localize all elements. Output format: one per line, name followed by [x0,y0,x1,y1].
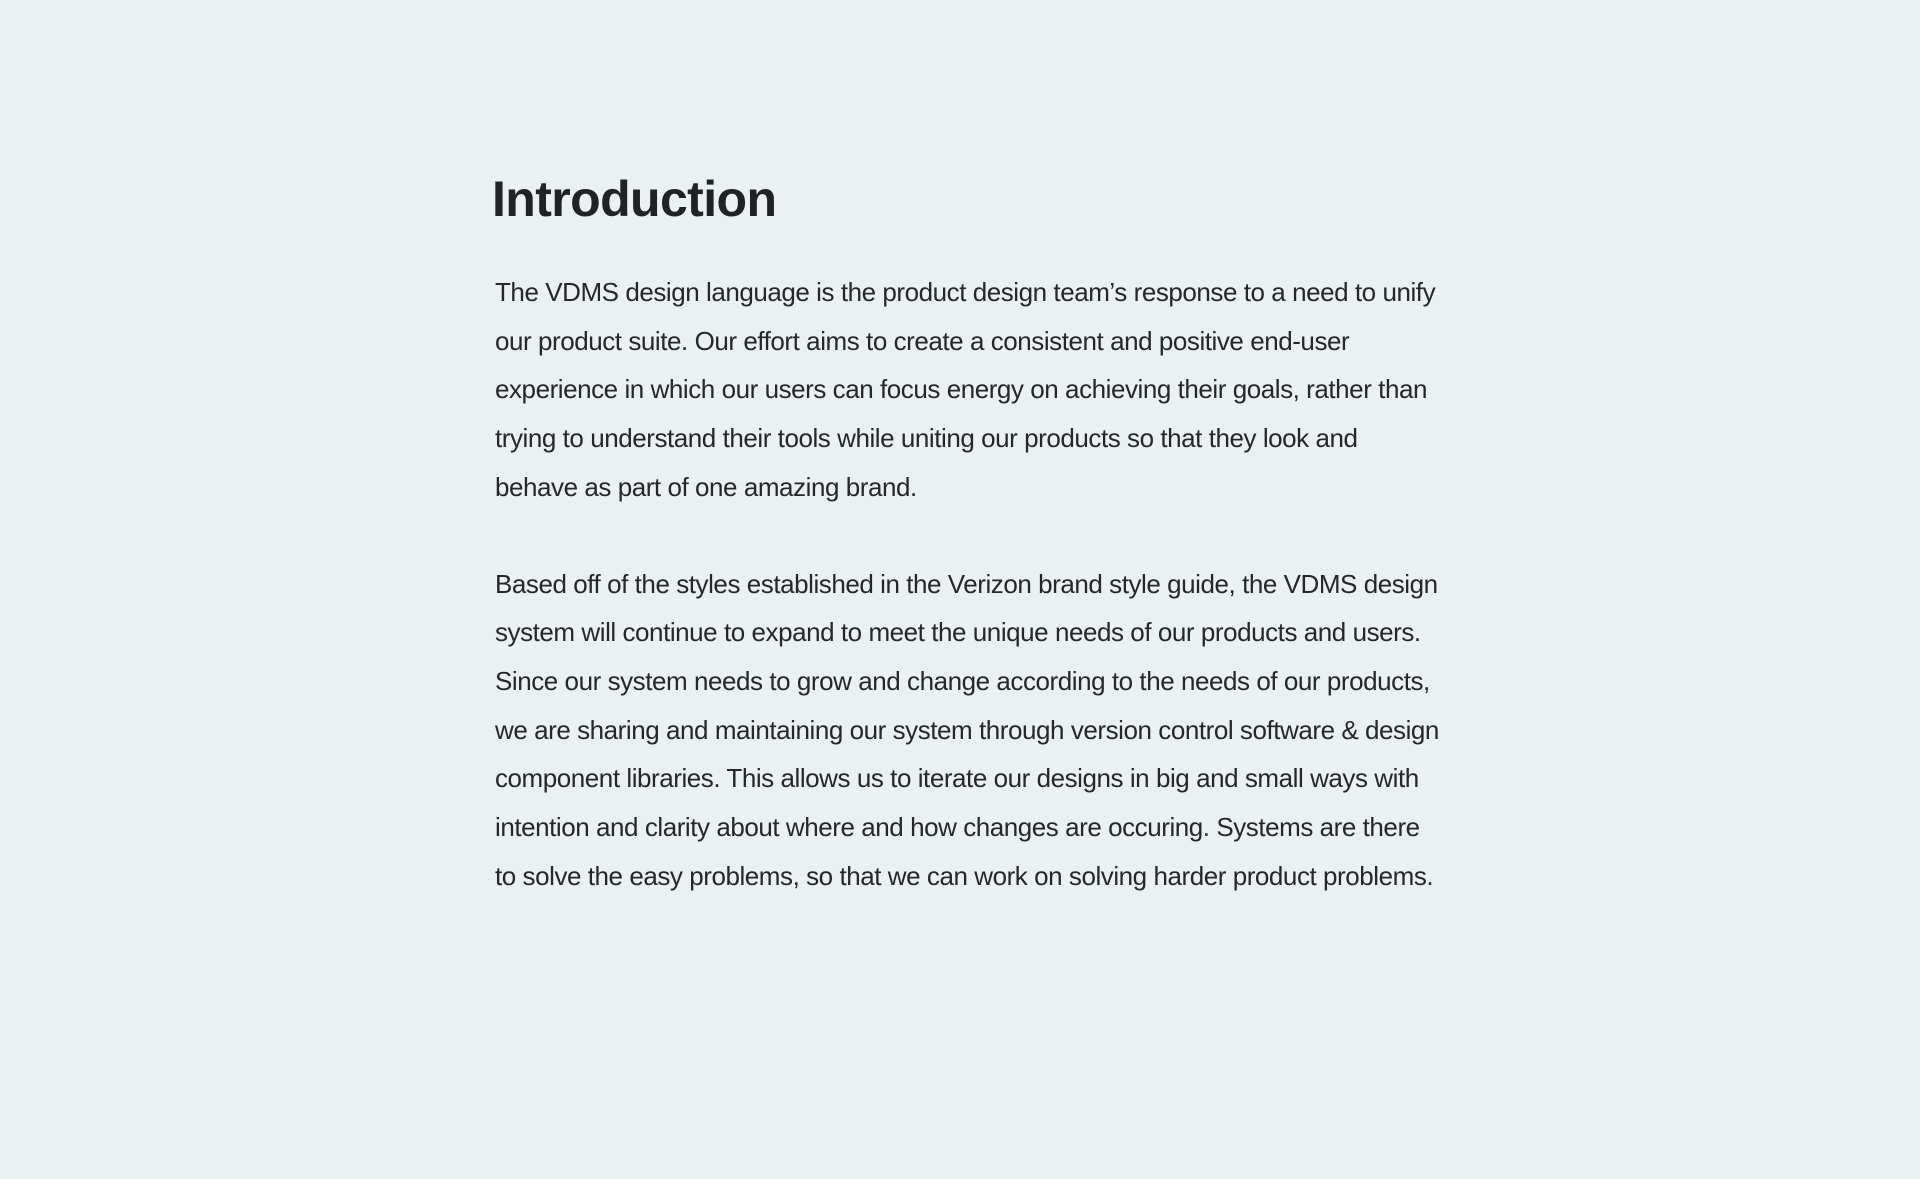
introduction-section [492,170,1452,900]
page-title: Introduction [492,171,777,227]
intro-paragraph: The VDMS design language is the product design team’s response to a need to unify our product suite. Our effort aims to create a consistent and positive end-user experience in which our users can focus energy on achieving their goals, rather than trying to understand their tools while uniting our products so that they look and behave as part of one amazing brand. [495,277,1436,502]
design-system-paragraph: Based off of the styles established in the Verizon brand style guide, the VDMS design system will continue to expand to meet the unique needs of our products and users. Since our system needs to grow and change according to the needs of our products, we are sharing and maintaining our system through version control software & design component libraries. This allows us to iterate our designs in big and small ways with intention and clarity about where and how changes are occuring. Systems are there to solve the easy problems, so that we can work on solving harder product problems. [495,568,1439,891]
